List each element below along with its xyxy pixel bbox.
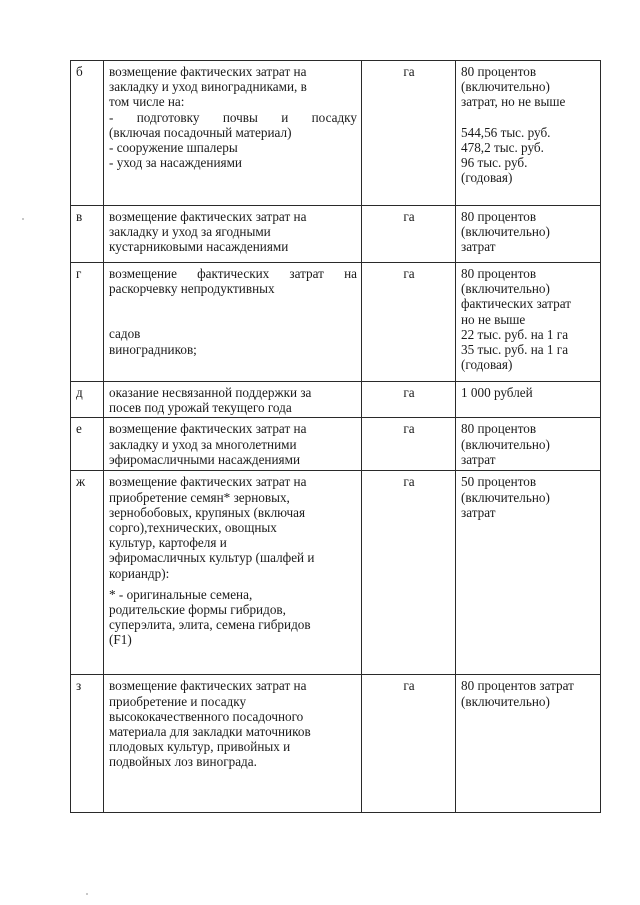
rate-line: 1 000 рублей	[461, 385, 533, 400]
row-letter: в	[71, 206, 104, 263]
rate-line: 478,2 тыс. руб.	[461, 139, 544, 155]
row-description	[104, 206, 362, 263]
description-line: сорго),технических, овощных	[109, 520, 277, 536]
row-letter: з	[71, 675, 104, 813]
rate-line: (годовая)	[461, 170, 513, 186]
row-description	[104, 263, 362, 382]
description-line: раскорчевку непродуктивных	[109, 281, 275, 297]
rate-line: 50 процентов	[461, 474, 537, 490]
rate-line: 80 процентов	[461, 209, 537, 224]
row-rate	[456, 61, 601, 206]
table-row	[71, 263, 601, 382]
description-line: приобретение и посадку	[109, 693, 247, 709]
row-unit: га	[362, 61, 456, 206]
description-line: посев под урожай текущего года	[109, 400, 292, 416]
rate-line: 22 тыс. руб. на 1 га	[461, 326, 569, 342]
rate-line: 80 процентов	[461, 421, 537, 437]
description-line: эфиромасличными насаждениями	[109, 451, 301, 467]
description-line: (включая посадочный материал)	[109, 124, 292, 140]
row-rate	[456, 263, 601, 382]
description-gap	[109, 296, 357, 326]
description-line: высококачественного посадочного	[109, 708, 304, 724]
table-row	[71, 61, 601, 206]
row-unit: га	[362, 263, 456, 382]
row-description	[104, 418, 362, 471]
row-letter: б	[71, 61, 104, 206]
description-line: возмещение фактических затрат на	[109, 209, 307, 224]
rate-line: (включительно)	[461, 693, 550, 709]
row-rate	[456, 382, 601, 418]
footnote-line: * - оригинальные семена,	[109, 586, 253, 602]
description-line: садов	[109, 326, 141, 342]
table-row	[71, 418, 601, 471]
description-line: возмещение фактических затрат на	[109, 64, 307, 79]
footnote-line: (F1)	[109, 632, 132, 648]
description-line: зернобобовых, крупяных (включая	[109, 504, 306, 520]
table-row	[71, 675, 601, 813]
rate-line: (включительно)	[461, 281, 550, 297]
row-description	[104, 471, 362, 675]
rate-line: (включительно)	[461, 79, 550, 95]
rate-line: 80 процентов	[461, 64, 537, 79]
row-unit: га	[362, 675, 456, 813]
description-line: том числе на:	[109, 94, 185, 110]
description-line: - подготовку почвы и посадку	[109, 109, 357, 125]
description-line: закладку и уход за многолетними	[109, 436, 297, 452]
rate-line: фактических затрат	[461, 296, 571, 312]
row-rate	[456, 471, 601, 675]
row-letter: г	[71, 263, 104, 382]
row-letter: ж	[71, 471, 104, 675]
rate-gap	[461, 110, 596, 125]
rate-line: затрат	[461, 451, 496, 467]
footnote-line: суперэлита, элита, семена гибридов	[109, 617, 311, 633]
rate-line: 35 тыс. руб. на 1 га	[461, 342, 569, 358]
rate-line: затрат	[461, 504, 496, 520]
description-line: виноградников;	[109, 341, 197, 357]
rate-line: 96 тыс. руб.	[461, 155, 528, 171]
rate-line: затрат	[461, 239, 496, 255]
table-row	[71, 382, 601, 418]
description-line: подвойных лоз винограда.	[109, 754, 257, 770]
description-line: культур, картофеля и	[109, 535, 227, 551]
rate-line: 80 процентов	[461, 266, 537, 281]
row-rate	[456, 418, 601, 471]
rate-line: 80 процентов затрат	[461, 678, 574, 694]
description-line: закладку и уход за ягодными	[109, 224, 271, 240]
footnote-line: родительские формы гибридов,	[109, 602, 286, 618]
row-letter: д	[71, 382, 104, 418]
scan-speck	[22, 218, 24, 220]
row-rate	[456, 675, 601, 813]
description-line: приобретение семян* зерновых,	[109, 489, 290, 505]
row-unit: га	[362, 382, 456, 418]
rate-line: но не выше	[461, 311, 526, 327]
row-description	[104, 61, 362, 206]
row-unit: га	[362, 471, 456, 675]
rate-line: (включительно)	[461, 489, 550, 505]
description-line: закладку и уход виноградниками, в	[109, 79, 307, 95]
description-line: кустарниковыми насаждениями	[109, 239, 289, 255]
subsidy-rates-table	[70, 60, 601, 813]
description-line: эфиромасличных культур (шалфей и	[109, 550, 315, 566]
rate-line: (включительно)	[461, 224, 550, 240]
row-description	[104, 382, 362, 418]
row-unit: га	[362, 418, 456, 471]
description-line: - уход за насаждениями	[109, 155, 242, 171]
description-line: оказание несвязанной поддержки за	[109, 385, 312, 400]
description-line: возмещение фактических затрат на	[109, 421, 307, 437]
row-unit: га	[362, 206, 456, 263]
rate-line: (годовая)	[461, 357, 513, 373]
description-line: - сооружение шпалеры	[109, 140, 238, 156]
row-rate	[456, 206, 601, 263]
table-row	[71, 471, 601, 675]
description-line: плодовых культур, привойных и	[109, 739, 291, 755]
scan-speck	[86, 893, 88, 895]
description-line: возмещение фактических затрат на	[109, 474, 307, 490]
table-row	[71, 206, 601, 263]
rate-line: (включительно)	[461, 436, 550, 452]
rate-line: 544,56 тыс. руб.	[461, 124, 551, 140]
rate-line: затрат, но не выше	[461, 94, 566, 110]
description-line: материала для закладки маточников	[109, 724, 311, 740]
description-line: кориандр):	[109, 565, 170, 581]
description-line: возмещение фактических затрат на	[109, 266, 357, 281]
row-letter: е	[71, 418, 104, 471]
description-line: возмещение фактических затрат на	[109, 678, 307, 694]
row-description	[104, 675, 362, 813]
